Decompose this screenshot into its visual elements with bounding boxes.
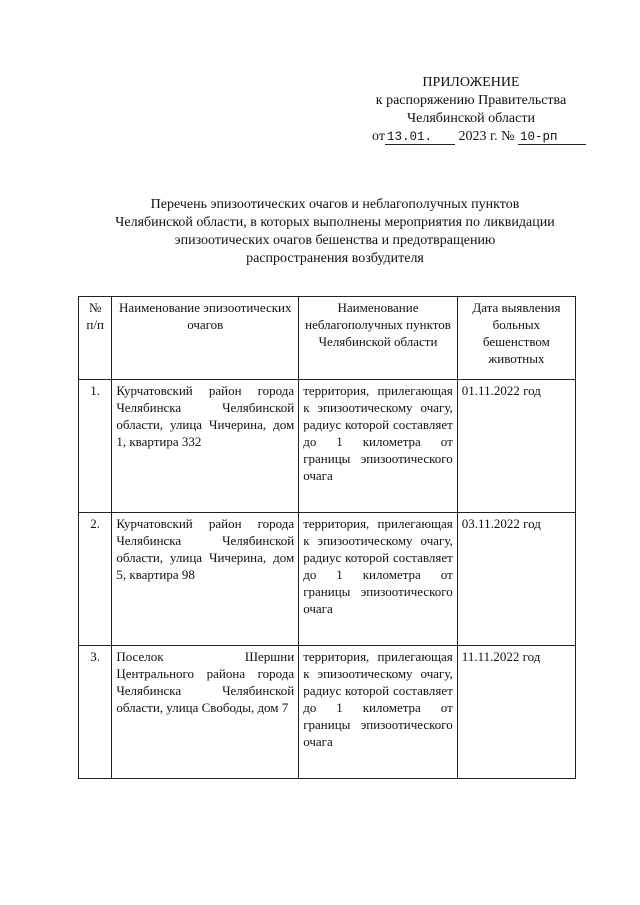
year-text: 2023 г. №: [458, 129, 515, 144]
from-label: от: [372, 129, 385, 144]
appendix-line-1: к распоряжению Правительства: [375, 93, 567, 108]
decree-number: 10-рп: [518, 130, 586, 145]
document-title: [110, 196, 560, 268]
row-date: 03.11.2022 год: [457, 513, 575, 646]
header-date: Дата выявления больных бешенством животных: [457, 297, 575, 380]
title-line-1: Перечень эпизоотических очагов и неблагополучных пунктов: [150, 197, 520, 212]
header-focus: Наименование эпизоотических очагов: [112, 297, 299, 380]
row-num: 2.: [79, 513, 112, 646]
header-num: № п/п: [79, 297, 112, 380]
row-area: территория, прилегающая к эпизоотическому очагу, радиус которой составляет до 1 километра от границы эпизоотического очага: [299, 646, 458, 779]
header-area: Наименование неблагополучных пунктов Челябинской области: [299, 297, 458, 380]
row-focus: Поселок Шершни Центрального района города Челябинска Челябинской области, улица Свободы, дом 7: [112, 646, 299, 779]
row-area: территория, прилегающая к эпизоотическому очагу, радиус которой составляет до 1 километра от границы эпизоотического очага: [299, 513, 458, 646]
table-header-row: [79, 297, 576, 380]
row-area: территория, прилегающая к эпизоотическому очагу, радиус которой составляет до 1 километра от границы эпизоотического очага: [299, 380, 458, 513]
decree-date: 13.01.: [385, 130, 455, 145]
row-num: 3.: [79, 646, 112, 779]
row-date: 01.11.2022 год: [457, 380, 575, 513]
title-line-4: распространения возбудителя: [246, 251, 424, 266]
row-num: 1.: [79, 380, 112, 513]
appendix-line-2: Челябинской области: [407, 111, 535, 126]
table-row: [79, 646, 576, 779]
table-row: [79, 513, 576, 646]
row-focus: Курчатовский район города Челябинска Челябинской области, улица Чичерина, дом 5, квартира 98: [112, 513, 299, 646]
appendix-heading: ПРИЛОЖЕНИЕ: [422, 75, 520, 90]
appendix-number-line: [330, 128, 612, 146]
title-line-3: эпизоотических очагов бешенства и предотвращению: [174, 233, 496, 248]
row-focus: Курчатовский район города Челябинска Челябинской области, улица Чичерина, дом 1, квартира 332: [112, 380, 299, 513]
title-line-2: Челябинской области, в которых выполнены мероприятия по ликвидации: [115, 215, 555, 230]
appendix-block: [330, 74, 612, 146]
foci-table: [78, 296, 576, 779]
row-date: 11.11.2022 год: [457, 646, 575, 779]
table-row: [79, 380, 576, 513]
